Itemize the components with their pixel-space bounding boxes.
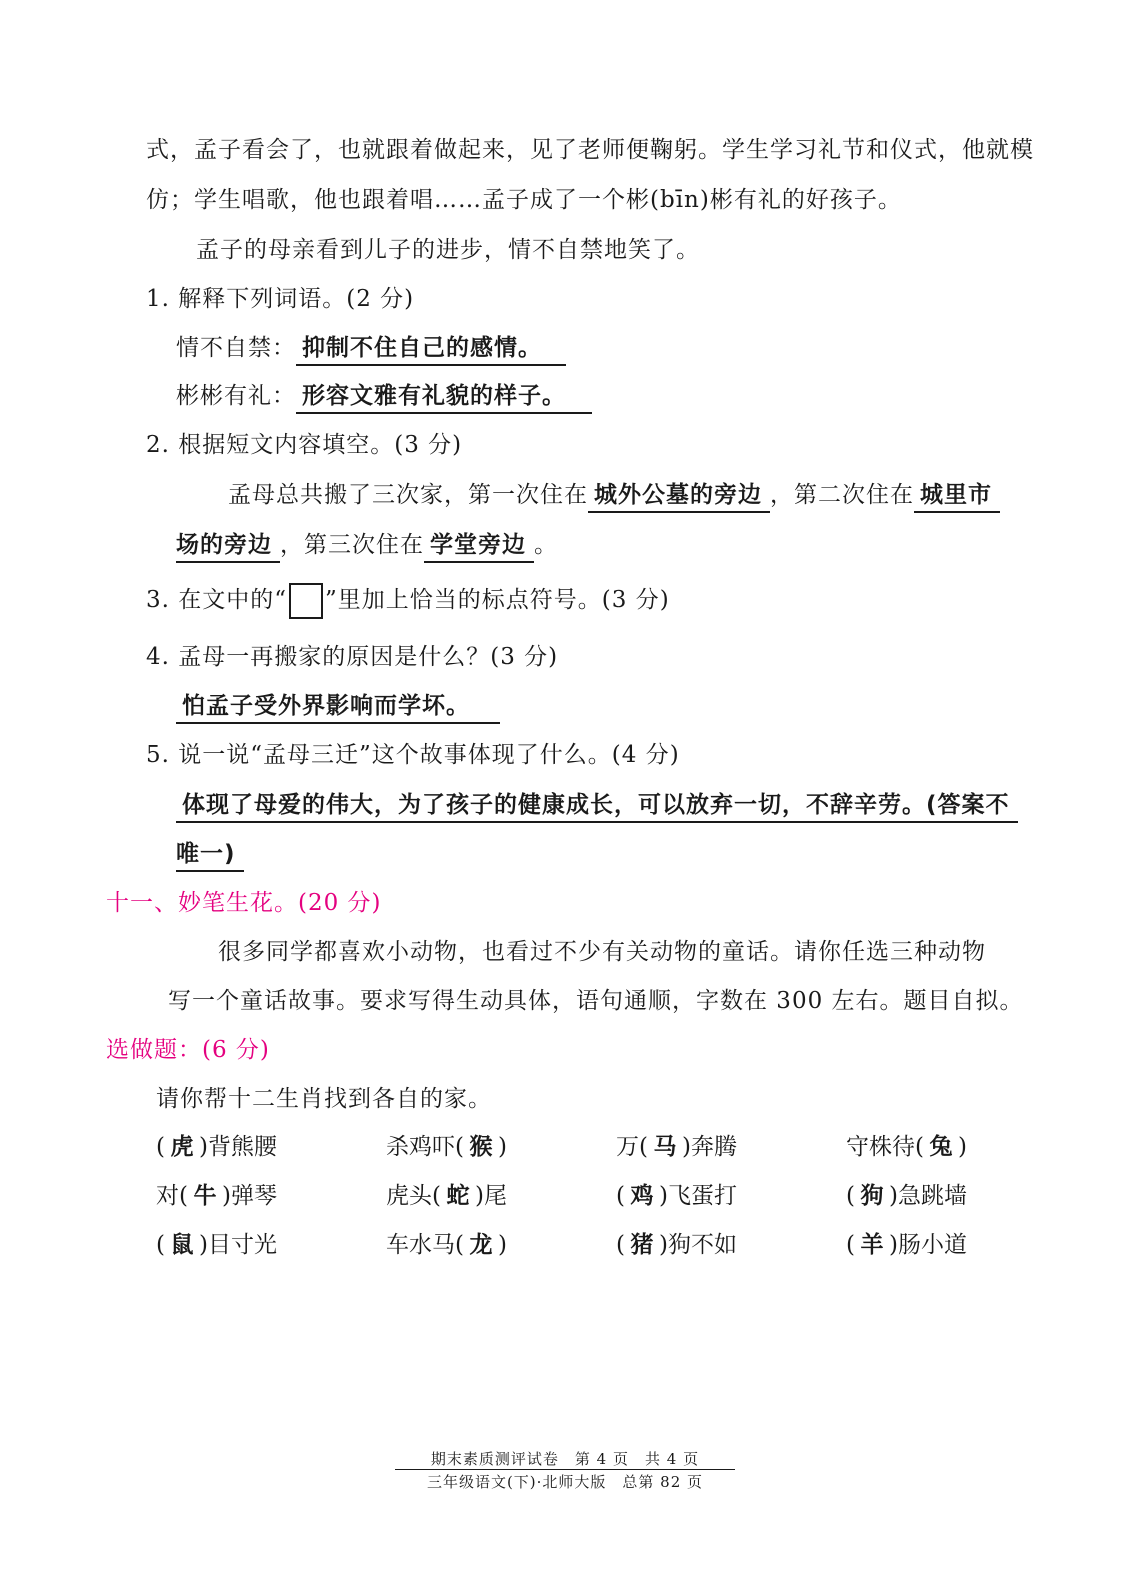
q1-title: 1. 解释下列词语。(2 分) [146, 286, 415, 312]
q5-answer-2: 唯一) [176, 838, 244, 872]
idiom-answer: 兔 [929, 1134, 953, 1160]
q2-text-2: ，第二次住在 [770, 482, 914, 508]
idiom-suffix: )背熊腰 [198, 1134, 277, 1160]
idiom-prefix: 杀鸡吓( [386, 1134, 464, 1160]
idiom-suffix: )急跳墙 [888, 1183, 967, 1209]
idiom-answer: 猴 [469, 1134, 493, 1160]
idiom-prefix: 万( [616, 1134, 648, 1160]
idiom-item [386, 1228, 507, 1262]
optional-title: 选做题：(6 分) [106, 1037, 270, 1063]
q4-title: 4. 孟母一再搬家的原因是什么？(3 分) [146, 644, 559, 670]
q2-title: 2. 根据短文内容填空。(3 分) [146, 432, 463, 458]
idiom-item [156, 1179, 277, 1213]
idiom-item [616, 1179, 737, 1213]
passage-line-1: 式，孟子看会了，也就跟着做起来，见了老师便鞠躬。学生学习礼节和仪式，他就模 [146, 137, 1034, 163]
q1-row-1 [176, 331, 566, 366]
idiom-answer: 狗 [860, 1183, 884, 1209]
punctuation-box [289, 583, 323, 619]
idiom-item [156, 1130, 277, 1164]
q5-row-1 [176, 788, 1018, 823]
q2-text-3: ，第三次住在 [280, 532, 424, 558]
idiom-suffix: )肠小道 [888, 1232, 967, 1258]
optional-instruction: 请你帮十二生肖找到各自的家。 [156, 1086, 492, 1112]
q1-row-2 [176, 379, 592, 414]
footer-line-2: 三年级语文(下)·北师大版 总第 82 页 [426, 1473, 704, 1491]
q3-text-post: ”里加上恰当的标点符号。(3 分) [325, 587, 670, 613]
q1-term-2: 彬彬有礼： [176, 383, 296, 409]
idiom-answer: 蛇 [446, 1183, 470, 1209]
q2-answer-2b: 场的旁边 [176, 529, 280, 563]
idiom-item [846, 1179, 967, 1213]
idiom-prefix: 对( [156, 1183, 188, 1209]
q2-answer-3: 学堂旁边 [424, 529, 534, 563]
idiom-prefix: ( [616, 1183, 625, 1209]
idiom-suffix: )狗不如 [658, 1232, 737, 1258]
idiom-answer: 龙 [469, 1232, 493, 1258]
q2-row-2 [176, 528, 558, 563]
idiom-prefix: 车水马( [386, 1232, 464, 1258]
section-11-title: 十一、妙笔生花。(20 分) [106, 890, 382, 916]
idiom-prefix: 虎头( [386, 1183, 441, 1209]
section-11-line-2: 写一个童话故事。要求写得生动具体，语句通顺，字数在 300 左右。题目自拟。 [168, 988, 1024, 1014]
idiom-item [616, 1130, 737, 1164]
idiom-item [846, 1130, 967, 1164]
q4-answer: 怕孟子受外界影响而学坏。 [176, 690, 500, 724]
idiom-item [386, 1179, 507, 1213]
idiom-answer: 虎 [170, 1134, 194, 1160]
idiom-answer: 牛 [193, 1183, 217, 1209]
idiom-suffix: )弹琴 [221, 1183, 277, 1209]
idiom-item [616, 1228, 737, 1262]
q2-answer-1: 城外公墓的旁边 [588, 479, 770, 513]
q5-title: 5. 说一说“孟母三迁”这个故事体现了什么。(4 分) [146, 742, 680, 768]
footer-line-1: 期末素质测评试卷 第 4 页 共 4 页 [395, 1449, 735, 1470]
idiom-prefix: ( [616, 1232, 625, 1258]
q2-row-1 [228, 478, 1000, 513]
idiom-prefix: ( [156, 1134, 165, 1160]
idiom-answer: 马 [653, 1134, 677, 1160]
q2-text-1: 孟母总共搬了三次家，第一次住在 [228, 482, 588, 508]
idiom-answer: 鼠 [170, 1232, 194, 1258]
q1-answer-1: 抑制不住自己的感情。 [296, 332, 566, 366]
idiom-prefix: 守株待( [846, 1134, 924, 1160]
idiom-prefix: ( [846, 1232, 855, 1258]
q5-row-2 [176, 837, 244, 872]
q2-answer-2a: 城里市 [914, 479, 1000, 513]
idiom-suffix: ) [497, 1134, 507, 1160]
idiom-suffix: )奔腾 [681, 1134, 737, 1160]
idiom-prefix: ( [156, 1232, 165, 1258]
q3-text-pre: 3. 在文中的“ [146, 587, 288, 613]
idiom-prefix: ( [846, 1183, 855, 1209]
idiom-suffix: ) [957, 1134, 967, 1160]
idiom-answer: 羊 [860, 1232, 884, 1258]
idiom-suffix: )尾 [474, 1183, 507, 1209]
idiom-suffix: ) [497, 1232, 507, 1258]
passage-line-2: 仿；学生唱歌，他也跟着唱……孟子成了一个彬(bīn)彬有礼的好孩子。 [146, 187, 902, 213]
q3-title [146, 583, 670, 619]
passage-line-3: 孟子的母亲看到儿子的进步，情不自禁地笑了。 [196, 237, 700, 263]
idiom-item [156, 1228, 277, 1262]
idiom-suffix: )目寸光 [198, 1232, 277, 1258]
q1-term-1: 情不自禁： [176, 335, 296, 361]
idiom-answer: 鸡 [630, 1183, 654, 1209]
q5-answer-1: 体现了母爱的伟大，为了孩子的健康成长，可以放弃一切，不辞辛劳。(答案不 [176, 789, 1018, 823]
idiom-suffix: )飞蛋打 [658, 1183, 737, 1209]
idiom-item [386, 1130, 507, 1164]
idiom-item [846, 1228, 967, 1262]
q2-text-4: 。 [534, 532, 558, 558]
idiom-answer: 猪 [630, 1232, 654, 1258]
q4-row [176, 689, 500, 724]
q1-answer-2: 形容文雅有礼貌的样子。 [296, 380, 592, 414]
section-11-line-1: 很多同学都喜欢小动物，也看过不少有关动物的童话。请你任选三种动物 [218, 939, 986, 965]
